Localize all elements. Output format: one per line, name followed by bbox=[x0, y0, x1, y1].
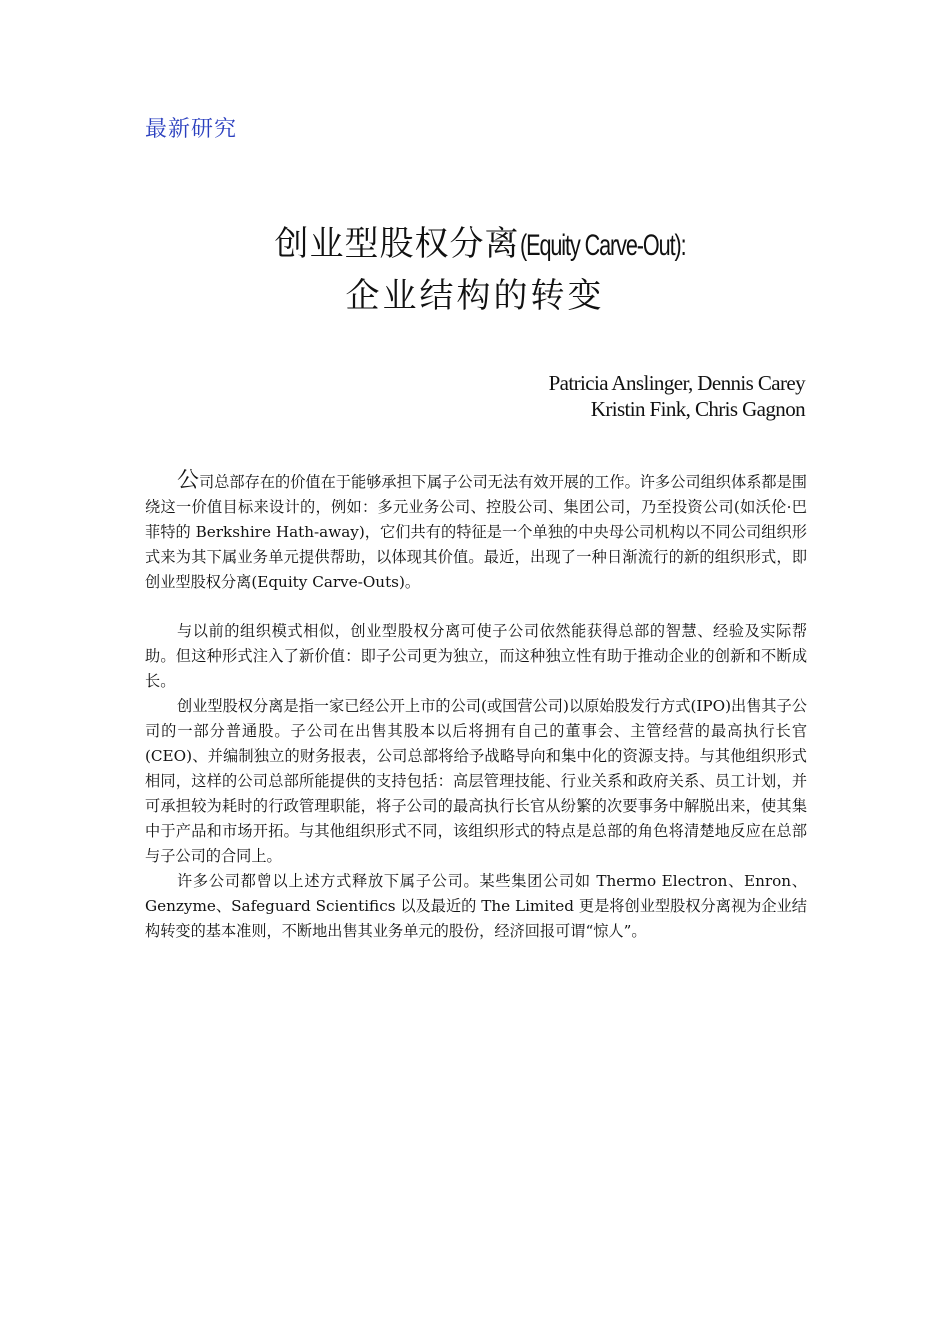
title-english: (Equity Carve-Out): bbox=[519, 229, 686, 262]
author-line-1: Patricia Anslinger, Dennis Carey bbox=[548, 371, 805, 395]
author-list bbox=[549, 370, 805, 422]
paragraph-1: 公司总部存在的价值在于能够承担下属子公司无法有效开展的工作。许多公司组织体系都是围绕这一价值目标来设计的，例如：多元业务公司、控股公司、集团公司，乃至投资公司(如沃伦·巴菲特的 Berkshire Hath-away)，它们共有的特征是一个单独的中央母公司机构以不同公司组织形式来为其下属业务单元提供帮助，以体现其价值。最近，出现了一种日渐流行的新的组织形式，即创业型股权分离(Equity Carve-Outs)。 bbox=[145, 468, 807, 591]
article-title-line-1 bbox=[145, 218, 805, 272]
section-label: 最新研究 bbox=[145, 117, 238, 142]
paragraph-4: 许多公司都曾以上述方式释放下属子公司。某些集团公司如 Thermo Electron、Enron、Genzyme、Safeguard Scientifics 以及最近的 The Limited 更是将创业型股权分离视为企业结构转变的基本准则，不断地出售其业务单元的股份，经济回报可谓“惊人”。 bbox=[145, 872, 807, 940]
article-title-line-2: 企业结构的转变 bbox=[345, 276, 605, 316]
title-chinese: 创业型股权分离 bbox=[274, 224, 520, 264]
article-body bbox=[145, 468, 807, 944]
paragraph-3: 创业型股权分离是指一家已经公开上市的公司(或国营公司)以原始股发行方式(IPO)出售其子公司的一部分普通股。子公司在出售其股本以后将拥有自己的董事会、主管经营的最高执行长官(CEO)、并编制独立的财务报表，公司总部将给予战略导向和集中化的资源支持。与其他组织形式相同，这样的公司总部所能提供的支持包括：高层管理技能、行业关系和政府关系、员工计划，并可承担较为耗时的行政管理职能，将子公司的最高执行长官从纷繁的次要事务中解脱出来，使其集中于产品和市场开拓。与其他组织形式不同，该组织形式的特点是总部的角色将清楚地反应在总部与子公司的合同上。 bbox=[145, 697, 807, 865]
author-line-2: Kristin Fink, Chris Gagnon bbox=[590, 397, 805, 421]
paragraph-2: 与以前的组织模式相似，创业型股权分离可使子公司依然能获得总部的智慧、经验及实际帮助。但这种形式注入了新价值：即子公司更为独立，而这种独立性有助于推动企业的创新和不断成长。 bbox=[145, 622, 807, 690]
